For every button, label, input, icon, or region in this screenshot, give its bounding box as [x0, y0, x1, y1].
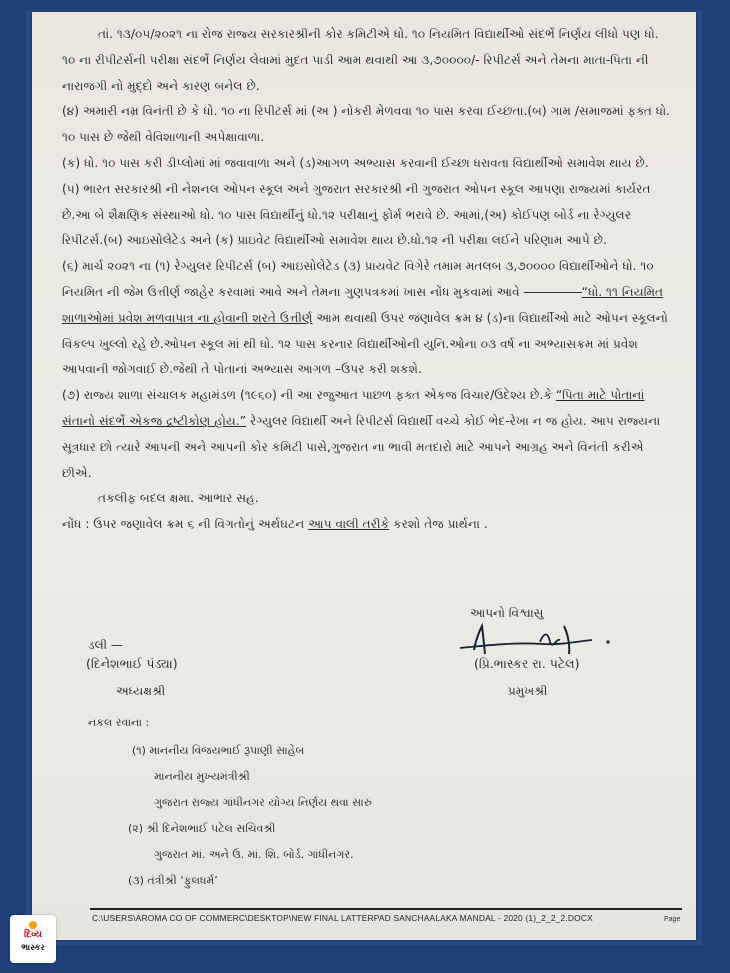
copy-to-item-1-line-3: ગુજરાત રાજ્ય ગાંધીનગર યોગ્ય નિર્ણય થવા સારું: [154, 796, 372, 809]
copy-to-item-1-line-1: (૧) માનનીય વિજયભાઈ રૂપાણી સાહેબ: [132, 744, 305, 757]
paragraph-point-5: (૫) ભારત સરકારશ્રી ની નેશનલ ઓપન સ્કૂલ અને ગુજરાત સરકારશ્રી ની ગુજરાત ઓપન સ્કૂલ આપણા રાજ્યમાં કાર્યરત છે.આ બે શૈક્ષણિક સંસ્થાઓ ધો. ૧૦ પાસ વિદ્યાર્થીનું ધો.૧૨ પરીક્ષાનું ફોર્મ ભરાવે છે. આમાં,(અ) કોઈપણ બોર્ડ ના રેગ્યુલર રિપીટર્સ.(બ) આઇસોલેટેડ અને (ક) પ્રાઇવેટ વિદ્યાર્થીઓ સમાવેશ થાય છે.ધો.૧૨ ની પરીક્ષા લઈને પરિણામ આપે છે.: [62, 181, 651, 248]
divya-bhaskar-logo: [10, 915, 56, 963]
note-end: કરશો તેજ પ્રાર્થના .: [389, 517, 488, 532]
logo-text-line-1: દિવ્ય: [24, 930, 42, 940]
paragraph-apology: તકલીફ બદલ ક્ષમા. આભાર સહ.: [98, 491, 259, 506]
footer-divider: [90, 908, 682, 910]
point-7-continuation: રેગ્યુલર વિદ્યાર્થી અને રિપીટર્સ વિદ્યાર્થી વચ્ચે કોઈ ભેદ-રેખા ન જ હોય. આપ રાજ્યના સૂત્રધાર છો ત્યારે આપની અને આપની કોર કમિટી પાસે,ગુજરાત ના ભાવી મતદારો માટે આપને આગ્રહ અને વિનંતી કરીએ છીએ.: [62, 413, 661, 480]
closing-text: આપનો વિશ્વાસુ: [470, 606, 544, 620]
paragraph-point-4: (૪) અમારી નમ્ર વિનંતી છે કે ધો. ૧૦ ના રિપીટર્સ માં (અ ) નોકરી મેળવવા ૧૦ પાસ કરવા ઈચ્છતા.(બ) ગામ /સમાજમાં ફક્ત ધો. ૧૦ પાસ છે જેથી વેવિશાળાની અપેક્ષાવાળા.: [62, 104, 671, 145]
left-signature-title: અધ્યક્ષશ્રી: [116, 684, 166, 698]
point-7-text: (૭) રાજ્ય શાળા સંચાલક મહામંડળ (૧૯૬૦) ની આ રજુઆત પાછળ ફક્ત એકજ વિચાર/ઉદેશ્ય છે.કે: [62, 388, 552, 403]
point-7-quote: “પિતા માટે પોતાનાં સંતાનો સંદર્ભે એકજ દ્રષ્ટીકોણ હોય.”: [62, 388, 645, 428]
right-signature-name: (પ્રિ.ભાસ્કર રા. પટેલ): [474, 656, 580, 671]
paragraph-point-k: (ક) ધો. ૧૦ પાસ કરી ડીપ્લોમાં માં જવાવાળા અને (ડ)આગળ અભ્યાસ કરવાની ઈચ્છા ધરાવતા વિદ્યાર્થીઓ સમાવેશ થાય છે.: [62, 155, 649, 170]
left-signature-name: (દિનેશભાઈ પંડ્યા): [86, 656, 178, 671]
point-6-continuation: આમ થવાથી ઉપર જણાવેલ ક્રમ ૪ (ડ)ના વિદ્યાર્થીઓ માટે ઓપન સ્કૂલનો વિકલ્પ ખુલ્લો રહે છે.ઓપન સ્કૂલ માં થી ધો. ૧૨ પાસ કરનાર વિદ્યાર્થીઓની યુનિ.ઓના ૦૩ વર્ષ ના અભ્યાસક્રમ માં પ્રવેશ આપવાની જોગવાઈ છે.જેથી તે પોતાનાં અભ્યાસ આગળ –ઉપર કરી શકશે.: [62, 310, 668, 377]
copy-to-item-2-line-1: (૨) શ્રી દિનેશભાઈ પટેલ સચિવશ્રી: [128, 822, 276, 835]
point-6-condition: “ધો. ૧૧ નિયમિત શાળાઓમાં પ્રવેશ મળવાપાત્ર ના હોવાની શરતે ઉત્તીર્ણ: [62, 284, 664, 325]
copy-to-heading: નકલ રવાના :: [88, 716, 150, 729]
point-6-text: (૬) માર્ચ ૨૦૨૧ ના (૧) રેગ્યુલર રિપીટર્સ (બ) આઇસોલેટેડ (૩) પ્રાયવેટ વિગેરે તમામ મતલબ ૩,૭૦૦૦૦ વિદ્યાર્થીઓને ધો. ૧૦ નિયમિત ની જેમ ઉત્તીર્ણ જાહેર કરવામાં આવે અને તેમના ગુણપત્રકમાં ખાસ નોંધ મુકવામાં આવે: [62, 259, 654, 299]
footer-page-label: Page: [664, 916, 681, 923]
left-signature-mark: ડલી —: [88, 638, 123, 652]
letter-body: [62, 22, 672, 538]
sun-icon: [27, 918, 39, 930]
note-underlined: આપ વાલી તરીકે: [308, 517, 390, 532]
blank-line: [524, 291, 582, 293]
logo-text-line-2: ભાસ્કર: [21, 943, 45, 953]
copy-to-item-1-line-2: માનનીય મુખ્યમંત્રીશ્રી: [154, 770, 250, 783]
handwritten-signature-icon: [452, 620, 622, 660]
footer-file-path: C:\USERS\AROMA CO OF COMMERC\DESKTOP\NEW FINAL LATTERPAD SANCHAALAKA MANDAL - 2020 (1)_2_2_2.DOCX: [92, 913, 593, 923]
paragraph-point-6: [62, 254, 672, 383]
paragraph-note: [62, 512, 672, 538]
note-text: નોંધ : ઉપર જણાવેલ ક્રમ ૬ ની વિગતોનું અર્થઘટન: [62, 517, 309, 532]
right-signature-title: પ્રમુખશ્રી: [508, 684, 548, 698]
paragraph-point-7: [62, 383, 672, 486]
copy-to-item-3-line-1: (૩) તંત્રીશ્રી ‘ફુલધર્મ’: [128, 874, 218, 887]
paragraph-intro: તાં. ૧૩/૦૫/૨૦૨૧ ના રોજ રાજ્ય સરકારશ્રીની કોર કમિટીએ ધો. ૧૦ નિયમિત વિદ્યાર્થીઓ સંદર્ભે નિર્ણય લીધો પણ ધો. ૧૦ ના રીપીટર્સની પરીક્ષા સંદર્ભે નિર્ણય લેવામાં મુદત પાડી આમ થવાથી આ ૩,૭૦૦૦૦/- રિપીટર્સ અને તેમના માતા-પિતા ની નારાજગી નો મુદ્દો અને કારણ બનેલ છે.: [62, 27, 659, 93]
copy-to-item-2-line-2: ગુજરાત માં. અને ઉ. માં. શિ. બોર્ડ. ગાંધીનગર.: [154, 848, 354, 861]
